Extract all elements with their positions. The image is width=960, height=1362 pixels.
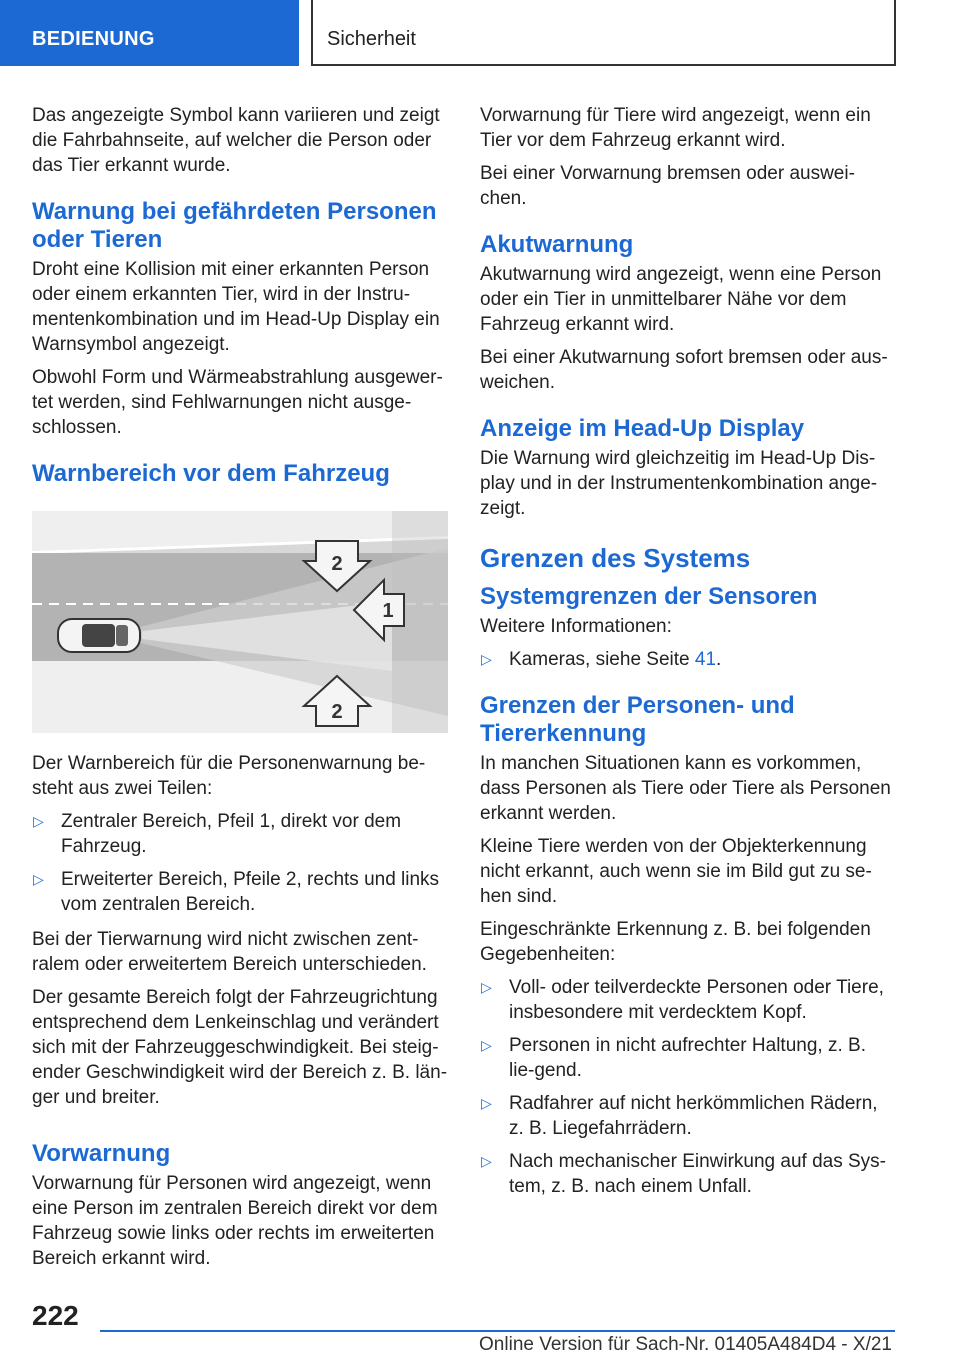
car-icon [58,619,140,652]
list-item: ▷ Nach mechanischer Einwirkung auf das Sys-tem, z. B. nach einem Unfall. [481,1151,887,1197]
warning-area-list [32,809,448,917]
arrow-label: 1 [382,600,394,622]
paragraph: Das angezeigte Symbol kann variieren und zeigt die Fahrbahnseite, auf welcher die Person oder das Tier erkannt wurde. [32,105,440,176]
heading-warnbereich: Warnbereich vor dem Fahrzeug [32,460,390,487]
list-item: ▷ Personen in nicht aufrechter Haltung, z. B. lie-gend. [481,1035,866,1081]
heading-systemgrenzen-sensoren: Systemgrenzen der Sensoren [480,583,818,610]
paragraph: Bei der Tierwarnung wird nicht zwischen zent-ralem oder erweitertem Bereich unterschieden. [32,929,427,975]
paragraph: Vorwarnung für Personen wird angezeigt, wenn eine Person im zentralen Bereich direkt vor dem Fahrzeug sowie links oder rechts im erweiterten Bereich erkannt wird. [32,1173,438,1269]
triangle-bullet-icon: ▷ [481,651,492,667]
paragraph: Obwohl Form und Wärmeabstrahlung ausgewer-tet werden, sind Fehlwarnungen nicht ausge-schlossen. [32,367,443,438]
paragraph: Bei einer Vorwarnung bremsen oder auswei-chen. [480,163,855,209]
page-number: 222 [32,1300,79,1331]
paragraph: Akutwarnung wird angezeigt, wenn eine Person oder ein Tier in unmittelbarer Nähe vor dem Fahrzeug erkannt wird. [480,264,882,335]
heading-head-up-display: Anzeige im Head-Up Display [480,415,805,442]
arrow-label: 2 [331,553,343,575]
paragraph: Der gesamte Bereich folgt der Fahrzeugrichtung entsprechend dem Lenkeinschlag und verändert sich mit der Fahrzeuggeschwindigkeit. Bei steig-ender Geschwindigkeit wird der Bereich z. B. län-ger und breiter. [32,987,448,1108]
triangle-bullet-icon: ▷ [481,1037,492,1053]
paragraph: Vorwarnung für Tiere wird angezeigt, wenn ein Tier vor dem Fahrzeug erkannt wird. [480,105,871,151]
list-item: ▷ Erweiterter Bereich, Pfeile 2, rechts und links vom zentralen Bereich. [33,869,440,915]
footer-divider [100,1330,895,1332]
list-item: ▷ Kameras, siehe Seite 41. [481,649,722,670]
triangle-bullet-icon: ▷ [33,871,44,887]
paragraph: Bei einer Akutwarnung sofort bremsen oder aus-weichen. [480,347,888,393]
heading-grenzen-des-systems: Grenzen des Systems [480,543,751,573]
heading-grenzen-personen-tiererkennung: Grenzen der Personen- und Tiererkennung [480,692,795,747]
paragraph: Weitere Informationen: [480,616,672,637]
arrow-label: 2 [331,701,343,723]
triangle-bullet-icon: ▷ [33,813,44,829]
heading-vorwarnung: Vorwarnung [32,1140,171,1167]
list-item: ▷ Zentraler Bereich, Pfeil 1, direkt vor dem Fahrzeug. [33,811,402,857]
paragraph: Die Warnung wird gleichzeitig im Head-Up Dis-play und in der Instrumentenkombination ange-zeigt. [480,448,878,519]
paragraph: Kleine Tiere werden von der Objekterkennung nicht erkannt, auch wenn sie im Bild gut zu se-hen sind. [480,836,872,907]
triangle-bullet-icon: ▷ [481,1153,492,1169]
paragraph: In manchen Situationen kann es vorkommen, dass Personen als Tiere oder Tiere als Personen erkannt werden. [480,753,891,824]
chapter-tab[interactable]: Sicherheit [311,0,896,66]
footer-version-text: Online Version für Sach-Nr. 01405A484D4 - X/21 [479,1334,892,1355]
sensor-list [480,647,896,672]
paragraph: Eingeschränkte Erkennung z. B. bei folgenden Gegebenheiten: [480,919,871,965]
heading-akutwarnung: Akutwarnung [480,231,634,258]
warning-area-figure [32,511,448,733]
list-item: ▷ Voll- oder teilverdeckte Personen oder Tiere, insbesondere mit verdecktem Kopf. [481,977,884,1023]
limitations-list [480,975,896,1199]
page-link-41[interactable]: 41 [694,649,717,670]
triangle-bullet-icon: ▷ [481,1095,492,1111]
paragraph: Der Warnbereich für die Personenwarnung be-steht aus zwei Teilen: [32,753,426,799]
left-column [32,103,448,1279]
right-column [480,103,896,1209]
list-item: ▷ Radfahrer auf nicht herkömmlichen Rädern, z. B. Liegefahrrädern. [481,1093,878,1139]
section-tab[interactable]: BEDIENUNG [0,0,299,66]
paragraph: Droht eine Kollision mit einer erkannten Person oder einem erkannten Tier, wird in der Instru-mentenkombination und im Head-Up Display ein Warnsymbol angezeigt. [32,259,440,355]
heading-warnung-personen: Warnung bei gefährdeten Personen oder Tieren [32,198,437,253]
triangle-bullet-icon: ▷ [481,979,492,995]
